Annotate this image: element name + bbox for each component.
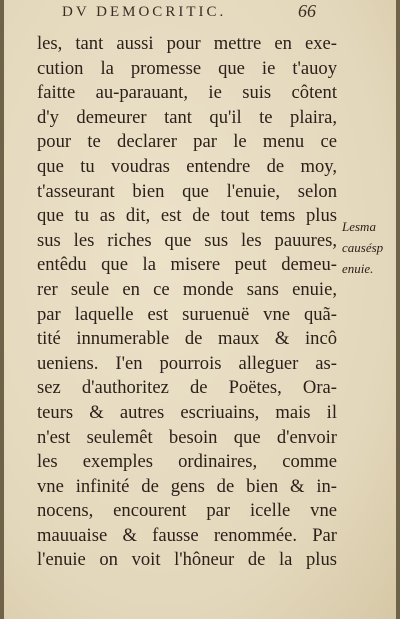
margin-note-line: enuie. xyxy=(342,261,374,276)
text-line: rer seule en ce monde sans enuie, xyxy=(37,278,337,300)
margin-note-line: Lesma xyxy=(342,219,376,234)
text-line: d'y demeurer tant qu'il te plaira, xyxy=(37,106,337,128)
text-line: n'est seulemêt besoin que d'envoir xyxy=(37,426,337,448)
text-line: les, tant aussi pour mettre en exe- xyxy=(37,33,337,54)
text-line: faitte au-parauant, ie suis côtent xyxy=(37,82,337,104)
text-line: que tu as dit, est de tout tems plus xyxy=(37,205,337,227)
text-line: t'asseurant bien que l'enuie, selon xyxy=(37,180,337,202)
book-page xyxy=(4,0,396,619)
text-line: pour te declarer par le menu ce xyxy=(37,131,337,153)
text-line: vne infinité de gens de bien & in- xyxy=(37,475,337,497)
text-line: entêdu que la misere peut demeu- xyxy=(37,254,337,276)
text-line: que tu voudras entendre de moy, xyxy=(37,155,337,177)
text-line: mauuaise & fausse renommée. Par xyxy=(37,524,337,546)
text-line: nocens, encourent par icelle vne xyxy=(37,500,337,522)
text-line: sus les riches que sus les pauures, xyxy=(37,229,337,251)
margin-note xyxy=(342,216,400,279)
text-line: tité innumerable de maux & incô xyxy=(37,328,337,350)
text-line: par laquelle est suruenuë vne quã- xyxy=(37,303,337,325)
margin-note-line: causésp xyxy=(342,240,384,255)
text-line: sez d'authoritez de Poëtes, Ora- xyxy=(37,377,337,399)
page-number: 66 xyxy=(298,1,316,21)
text-line: ueniens. I'en pourrois alleguer as- xyxy=(37,352,337,374)
text-line: teurs & autres escriuains, mais il xyxy=(37,401,337,423)
text-line: l'enuie on voit l'hôneur de la plus xyxy=(37,549,337,571)
text-line: cution la promesse que ie t'auoy xyxy=(37,57,337,79)
running-title: DV DEMOCRITIC. xyxy=(62,4,227,20)
body-text xyxy=(37,32,337,573)
text-line: les exemples ordinaires, comme xyxy=(37,451,337,473)
